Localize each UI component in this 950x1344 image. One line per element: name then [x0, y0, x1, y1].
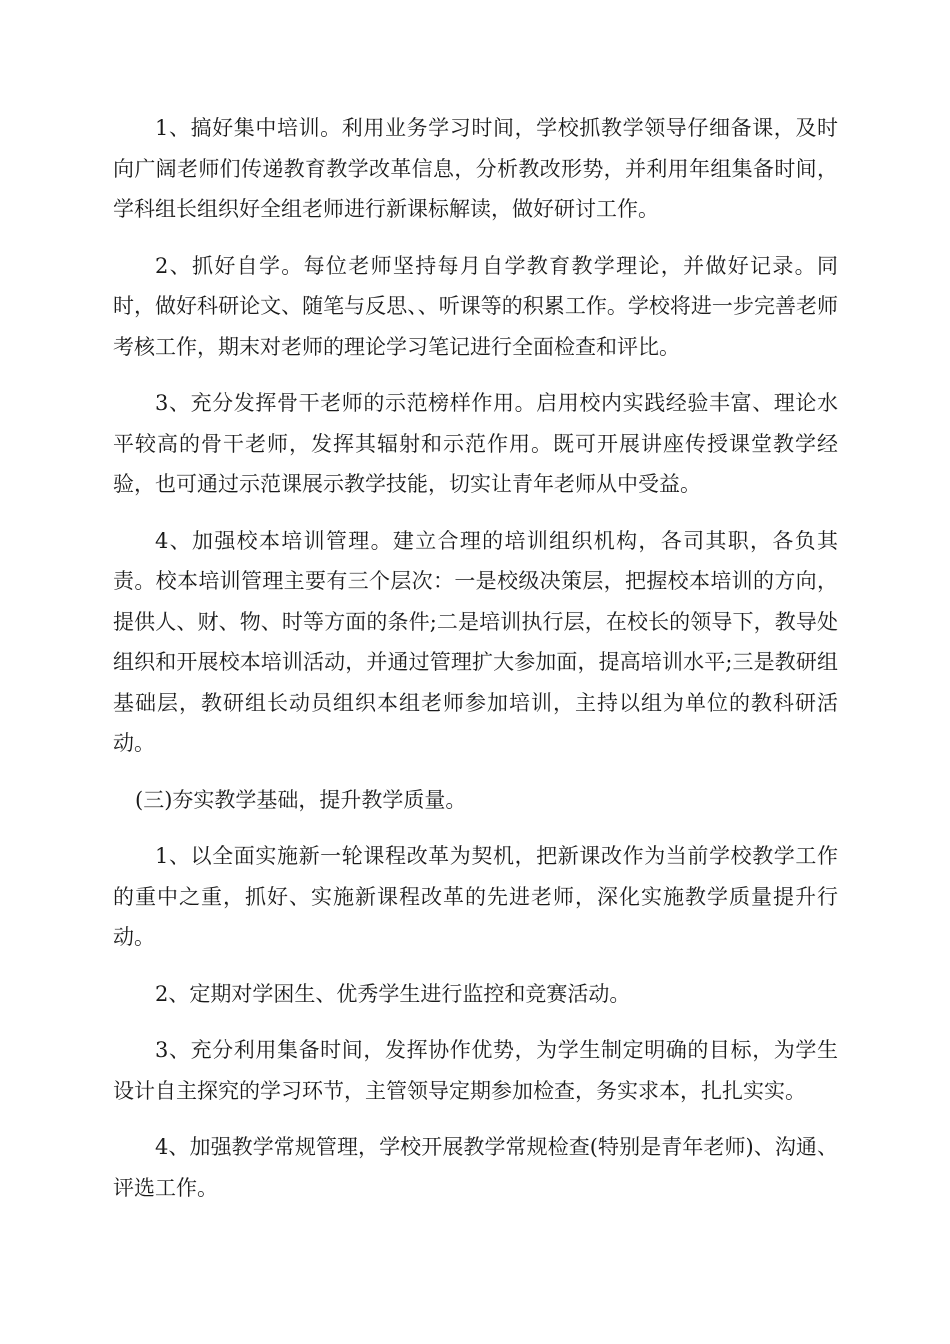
paragraph-training-2: 2、抓好自学。每位老师坚持每月自学教育教学理论，并做好记录。同时，做好科研论文、随笔与反思、、听课等的积累工作。学校将进一步完善老师考核工作，期末对老师的理论学习笔记进行全面检查和评比。 [113, 253, 838, 359]
paragraph-teaching-2: 2、定期对学困生、优秀学生进行监控和竞赛活动。 [155, 981, 631, 1006]
paragraph-teaching-3: 3、充分利用集备时间，发挥协作优势，为学生制定明确的目标，为学生设计自主探究的学习环节，主管领导定期参加检查，务实求本，扎扎实实。 [113, 1038, 838, 1103]
paragraph-teaching-4: 4、加强教学常规管理，学校开展教学常规检查(特别是青年老师)、沟通、评选工作。 [113, 1135, 838, 1200]
paragraph-teaching-1: 1、以全面实施新一轮课程改革为契机，把新课改作为当前学校教学工作的重中之重，抓好、实施新课程改革的先进老师，深化实施教学质量提升行动。 [113, 844, 838, 949]
paragraph-training-4: 4、加强校本培训管理。建立合理的培训组织机构，各司其职，各负其责。校本培训管理主要有三个层次：一是校级决策层，把握校本培训的方向，提供人、财、物、时等方面的条件;二是培训执行层，在校长的领导下，教导处组织和开展校本培训活动，并通过管理扩大参加面，提高培训水平;三是教研组基础层，教研组长动员组织本组老师参加培训，主持以组为单位的教科研活动。 [113, 528, 838, 755]
document-page [113, 108, 838, 1224]
section-heading: (三)夯实教学基础，提升教学质量。 [135, 787, 467, 812]
paragraph-training-1: 1、搞好集中培训。利用业务学习时间，学校抓教学领导仔细备课，及时向广阔老师们传递教育教学改革信息，分析教改形势，并利用年组集备时间，学科组长组织好全组老师进行新课标解读，做好研讨工作。 [113, 116, 838, 221]
paragraph-training-3: 3、充分发挥骨干老师的示范榜样作用。启用校内实践经验丰富、理论水平较高的骨干老师，发挥其辐射和示范作用。既可开展讲座传授课堂教学经验，也可通过示范课展示教学技能，切实让青年老师从中受益。 [113, 391, 838, 496]
